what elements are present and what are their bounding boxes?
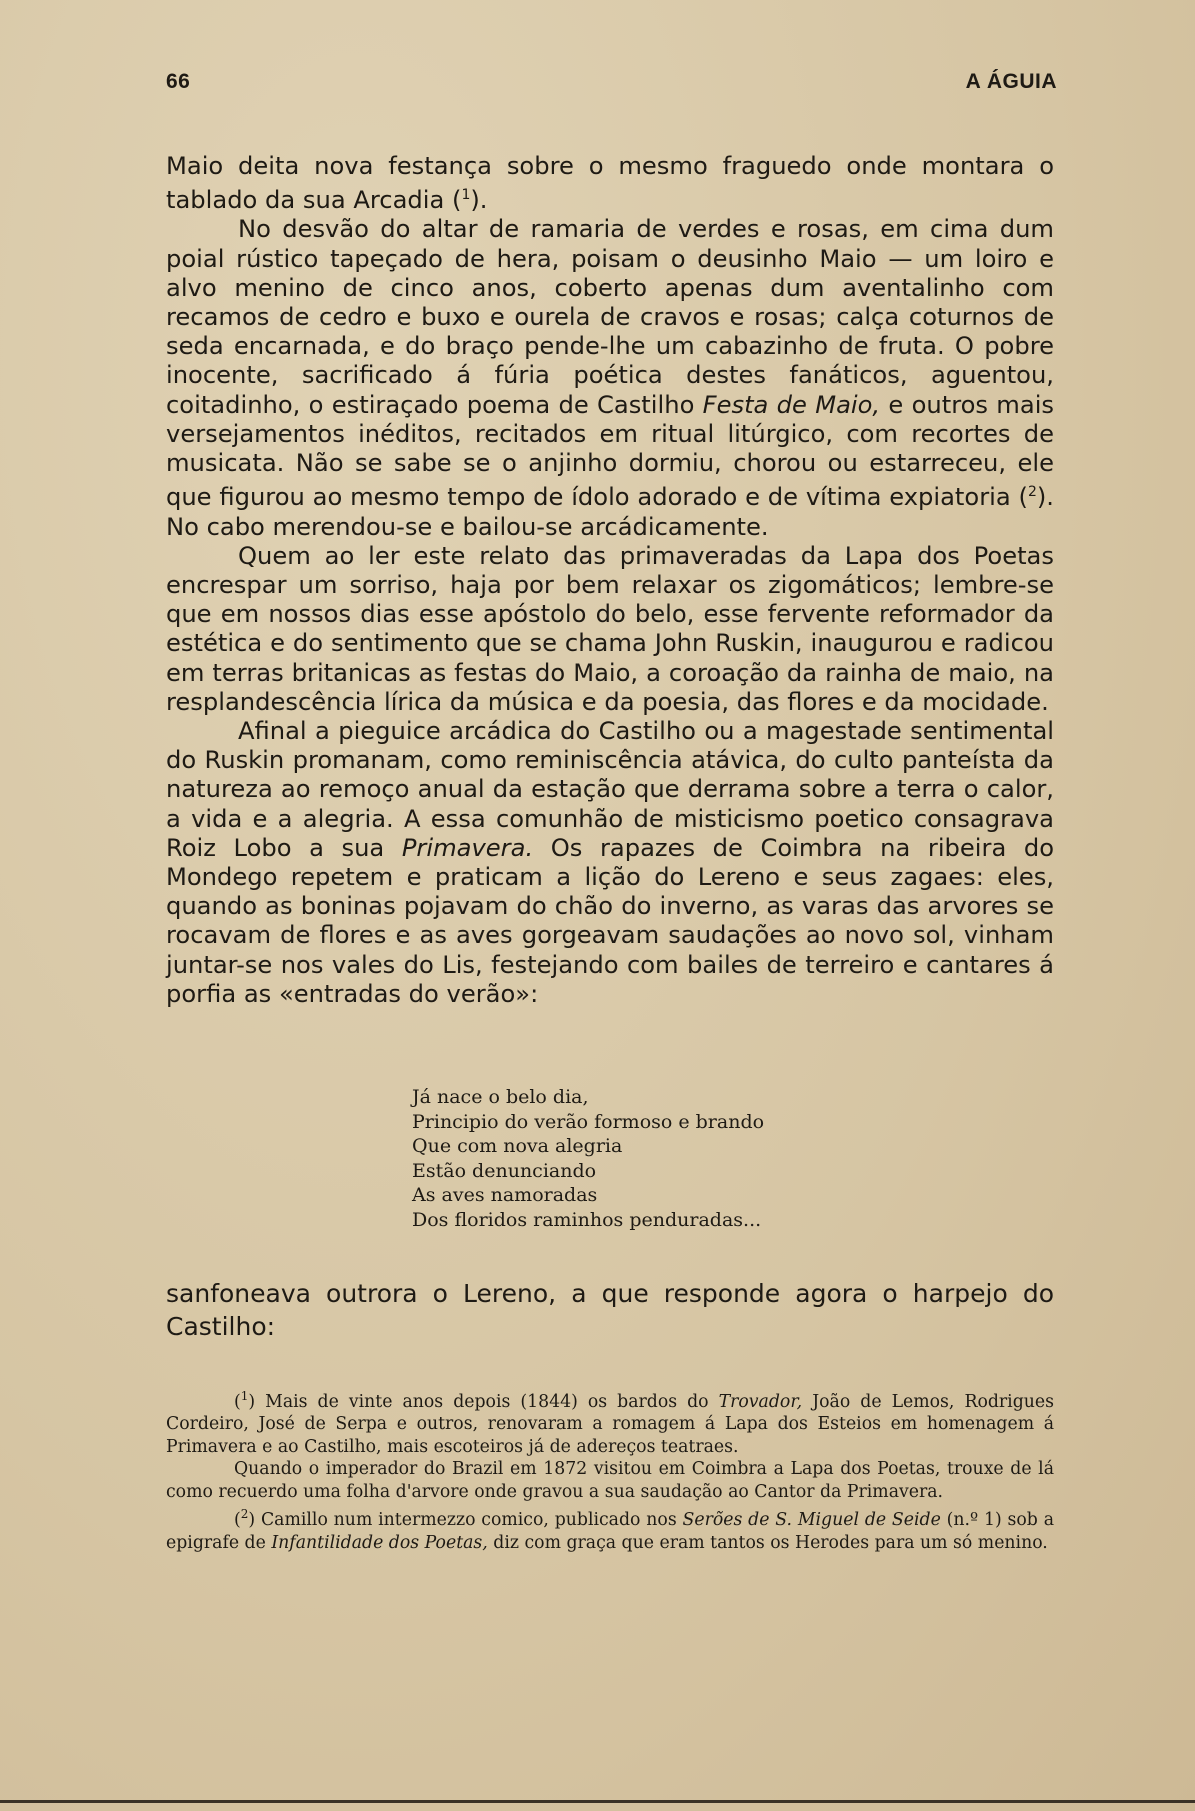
body-paragraph	[166, 717, 1054, 1009]
note-reference: 1	[240, 1389, 249, 1403]
body-text	[166, 152, 1054, 1009]
text-run: ) Camillo num intermezzo comico, publicado nos	[248, 1510, 683, 1531]
text-run: Maio deita nova festança sobre o mesmo fraguedo onde montara o tablado da sua Arcadia (	[166, 152, 1054, 215]
text-run: diz com graça que eram tantos os Herodes para um só menino.	[487, 1532, 1048, 1553]
note-reference: 2	[240, 1507, 249, 1522]
body-paragraph	[166, 542, 1054, 717]
verse-quote	[412, 1085, 764, 1232]
footnotes	[166, 1385, 1054, 1554]
text-run: e outros mais versejamentos inéditos, recitados em ritual litúrgico, com recortes de musicata. Não se sabe se o anjinho dormiu, chorou ou estarreceu, ele que figurou ao mesmo tempo de ídolo adorado e de vítima expiatoria (	[166, 390, 1055, 512]
text-run: João de Lemos, Rodrigues Cordeiro, José de Serpa e outros, renovaram a romagem á Lapa dos Esteios em homenagem á Primavera e ao Castilho, mais escoteiros já de adereços teatraes.	[166, 1391, 1054, 1457]
journal-title: A ÁGUIA	[965, 70, 1057, 93]
page-number: 66	[166, 70, 191, 93]
text-run: (n.º 1) sob a epigrafe de	[166, 1510, 1054, 1553]
text-run: (	[234, 1391, 241, 1412]
verse-line: As aves namoradas	[412, 1184, 598, 1206]
text-run: ).	[470, 186, 488, 215]
italic-title: Festa de Maio,	[702, 390, 881, 419]
note-reference: 2	[1027, 484, 1037, 501]
text-run: (	[234, 1510, 241, 1531]
text-run: Os rapazes de Coimbra na ribeira do Mondego repetem e praticam a lição do Lereno e seus zagaes: eles, quando as boninas pojavam do chão do inverno, as varas das arvores se rocavam de flores e as aves gorgeavam saudações ao novo sol, vinham juntar-se nos vales do Lis, festejando com bailes de terreiro e cantares á porfia as «entradas do verão»:	[166, 833, 1054, 1008]
text-run: Quando o imperador do Brazil em 1872 visitou em Coimbra a Lapa dos Poetas, trouxe de lá como recuerdo uma folha d'arvore onde gravou a sua saudação ao Cantor da Primavera.	[166, 1459, 1054, 1502]
footnote	[166, 1503, 1054, 1554]
body-paragraph	[166, 152, 1054, 215]
italic-title: Serões de S. Miguel de Seide	[682, 1510, 941, 1531]
text-run: No desvão do altar de ramaria de verdes e rosas, em cima dum poial rústico tapeçado de hera, poisam o deusinho Maio — um loiro e alvo menino de cinco anos, coberto apenas dum aventalinho com recamos de cedro e buxo e ourela de cravos e rosas; calça coturnos de seda encarnada, e do braço pende-lhe um cabazinho de fruta. O pobre inocente, sacrificado á fúria poética destes fanáticos, aguentou, coitadinho, o estiraçado poema de Castilho	[166, 215, 1054, 419]
verse-line: Que com nova alegria	[412, 1135, 623, 1157]
italic-title: Infantilidade dos Poetas,	[271, 1532, 488, 1553]
text-run: ) Mais de vinte anos depois (1844) os bardos do	[248, 1391, 719, 1412]
footnote	[166, 1385, 1054, 1458]
note-reference: 1	[461, 187, 471, 204]
page-edge	[0, 1800, 1195, 1803]
footnote	[166, 1458, 1054, 1503]
page-header	[166, 70, 1057, 94]
body-paragraph	[166, 215, 1054, 541]
verse-line: Dos floridos raminhos penduradas...	[412, 1208, 762, 1231]
text-run: Afinal a pieguice arcádica do Castilho ou a magestade sentimental do Ruskin promanam, como reminiscência atávica, do culto panteísta da natureza ao remoço anual da estação que derrama sobre a terra o calor, a vida e a alegria. A essa comunhão de misticismo poetico consagrava Roiz Lobo a sua	[166, 716, 1054, 862]
verse-line: Estão denunciando	[412, 1159, 597, 1182]
text-run: ). No cabo merendou-se e bailou-se arcádicamente.	[166, 483, 1054, 541]
verse-line: Principio do verão formoso e brando	[412, 1110, 765, 1133]
verse-line: Já nace o belo dia,	[412, 1086, 589, 1108]
continuation-paragraph: sanfoneava outrora o Lereno, a que responde agora o harpejo do Castilho:	[166, 1279, 1054, 1341]
italic-title: Trovador,	[718, 1391, 803, 1412]
text-run: Quem ao ler este relato das primaveradas da Lapa dos Poetas encrespar um sorriso, haja por bem relaxar os zigomáticos; lembre-se que em nossos dias esse apóstolo do belo, esse fervente reformador da estética e do sentimento que se chama John Ruskin, inaugurou e radicou em terras britanicas as festas do Maio, a coroação da rainha de maio, na resplandescência lírica da música e da poesia, das flores e da mocidade.	[166, 541, 1054, 716]
italic-title: Primavera.	[401, 833, 534, 862]
